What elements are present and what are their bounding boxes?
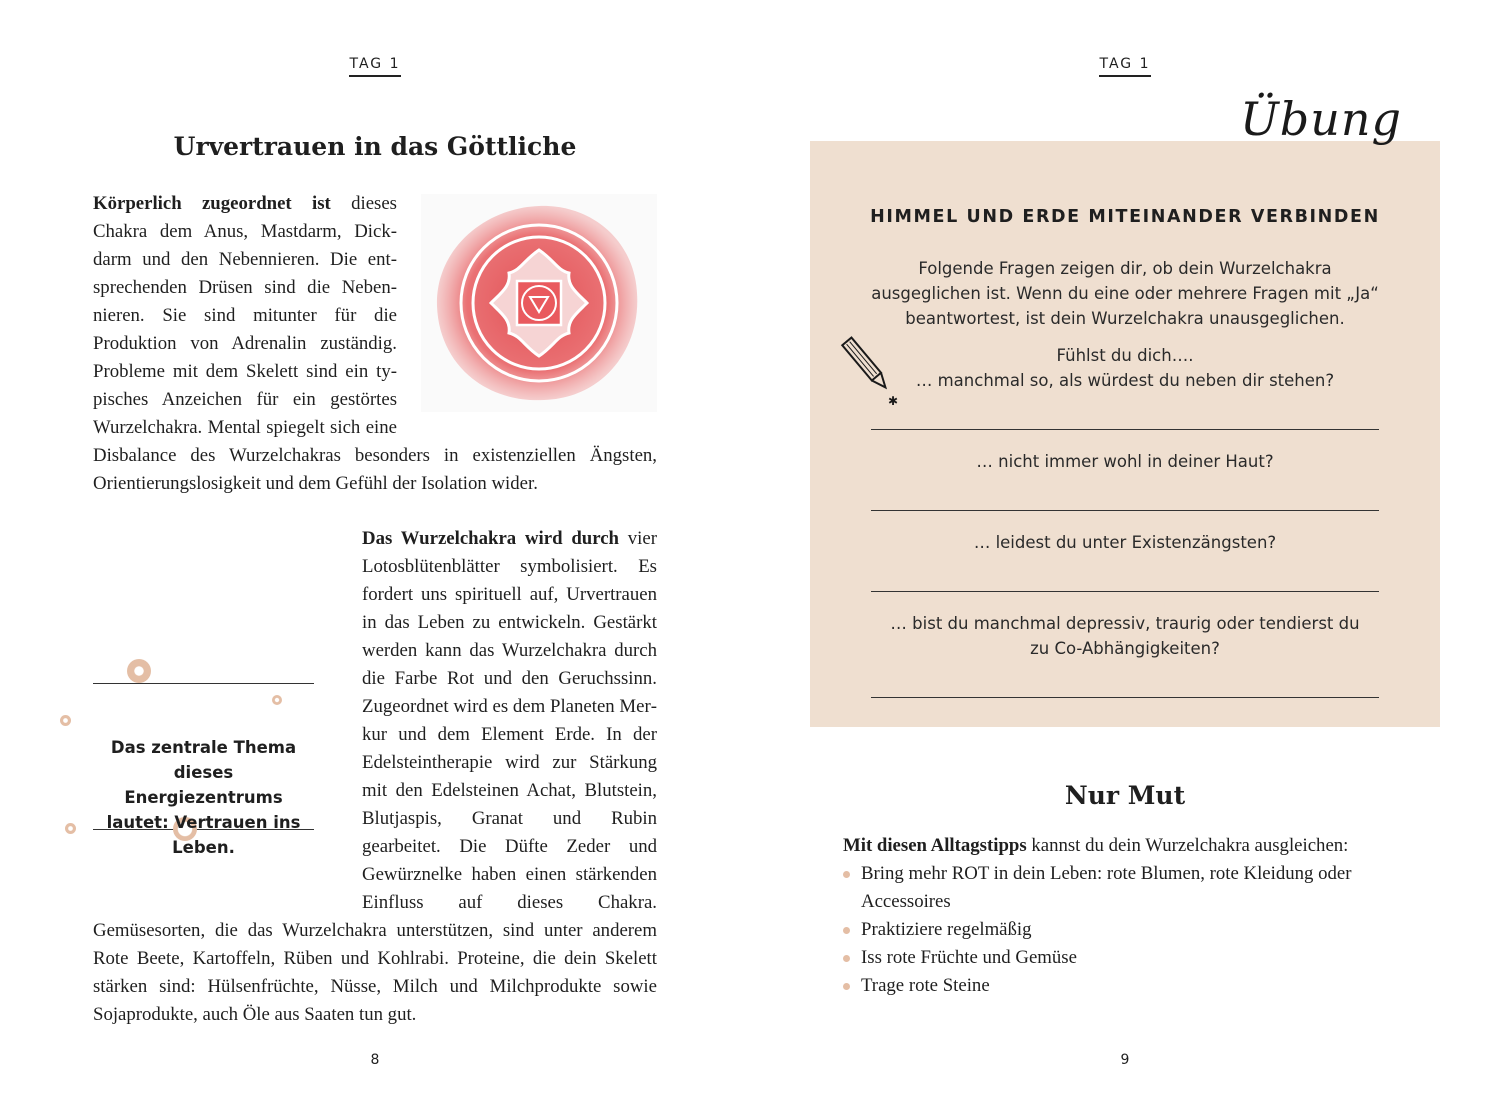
quote-box	[93, 665, 314, 895]
list-item: Trage rote Steine	[843, 972, 1423, 1000]
quote-text: Das zentrale Thema dieses Energiezentrums lautet: Vertrauen ins Leben.	[106, 738, 301, 857]
question-3: … leidest du unter Existenzängsten?	[973, 533, 1277, 552]
page-number: 9	[1120, 1052, 1130, 1068]
answer-line-1[interactable]	[871, 429, 1379, 430]
answer-line-3[interactable]	[871, 591, 1379, 592]
chapter-tag: TAG 1	[750, 56, 1500, 72]
list-item: Iss rote Früchte und Gemüse	[843, 944, 1423, 972]
tipps-intro: Mit diesen Alltagstipps kannst du dein Wurzelchakra ausgleichen:	[843, 835, 1349, 856]
pencil-icon	[840, 329, 900, 409]
question-2: … nicht immer wohl in deiner Haut?	[976, 452, 1274, 471]
exercise-lead: Fühlst du dich….	[1056, 346, 1194, 365]
para1-bold: Körperlich zugeordnet ist	[93, 193, 331, 214]
answer-line-2[interactable]	[871, 510, 1379, 511]
list-item: Bring mehr ROT in dein Leben: rote Blumen, rote Kleidung oder Accessoires	[843, 860, 1423, 916]
exercise-box	[810, 141, 1440, 727]
paragraph-symbolism	[93, 525, 657, 1029]
page-number: 8	[370, 1052, 380, 1068]
quote-divider-top	[93, 683, 314, 684]
para2-text: vier Lotosblütenblätter symbolisiert. Es fordert uns spirituell auf, Urvertrauen in das Leben zu entwickeln. Gestärkt werden kann das Wurzelchakra durch die Farbe Rot und den Geruchssinn. Zugeordnet wird es dem Planeten Merkur und dem Element Erde. In der Edelsteintherapie wird zur Stärkung mit den Edelsteinen Achat, Blutstein, Blutjaspis, Granat und Rubin gearbeitet. Die Düfte Zeder und Gewürznelke haben einen stärkenden Einfluss auf dieses Chakra. Gemüsesorten, die das Wurzelchakra unterstützen, sind unter anderem Rote Beete, Kartoffeln, Rüben und Kohlrabi. Proteine, die dein Skelett stärken sind: Hülsenfrüchte, Nüsse, Milch und Milchprodukte sowie Sojaprodukte, auch Öle aus Saaten tun gut.	[93, 528, 657, 1025]
svg-text:✱: ✱	[888, 394, 899, 408]
right-page	[750, 0, 1500, 1110]
paragraph-body-assignment	[93, 190, 657, 498]
root-chakra-image	[421, 194, 657, 412]
question-1: … manchmal so, als würdest du neben dir stehen?	[915, 371, 1335, 390]
decor-dot	[127, 659, 151, 683]
exercise-title: HIMMEL UND ERDE MITEINANDER VERBINDEN	[870, 207, 1380, 227]
chapter-tag: TAG 1	[0, 56, 750, 72]
root-chakra-icon	[429, 198, 649, 408]
para1-text: dieses Chakra dem Anus, Mastdarm, Dickdarm und den Nebennieren. Die entsprechenden Drüsen sind die Nebennieren. Sie sind mitunter für die Produktion von Adrenalin zuständig. Probleme mit dem Skelett sind ein typisches Anzeichen für ein gestörtes Wurzelchakra. Mental spiegelt sich eine Disbalance des Wurzelchakras besonders in existenziellen Ängsten, Orientierungslosigkeit und dem Gefühl der Isolation wider.	[93, 193, 657, 494]
section-title: Nur Mut	[1064, 781, 1186, 810]
question-4: … bist du manchmal depressiv, traurig oder tendierst du zu Co-Abhängigkeiten?	[890, 614, 1360, 658]
exercise-intro: Folgende Fragen zeigen dir, ob dein Wurzelchakra ausgeglichen ist. Wenn du eine oder mehrere Fragen mit „Ja“ beantwortest, ist dein Wurzelchakra unausgeglichen.	[871, 259, 1379, 328]
decor-dot	[65, 823, 76, 834]
para2-bold: Das Wurzelchakra wird durch	[362, 528, 619, 549]
tipps-list	[843, 860, 1423, 1000]
uebung-heading: Übung	[1240, 92, 1402, 146]
answer-line-4[interactable]	[871, 697, 1379, 698]
decor-dot	[60, 715, 71, 726]
list-item: Praktiziere regelmäßig	[843, 916, 1423, 944]
page-title: Urvertrauen in das Göttliche	[173, 132, 577, 161]
decor-dot	[272, 695, 282, 705]
tipps-section	[843, 832, 1423, 1000]
